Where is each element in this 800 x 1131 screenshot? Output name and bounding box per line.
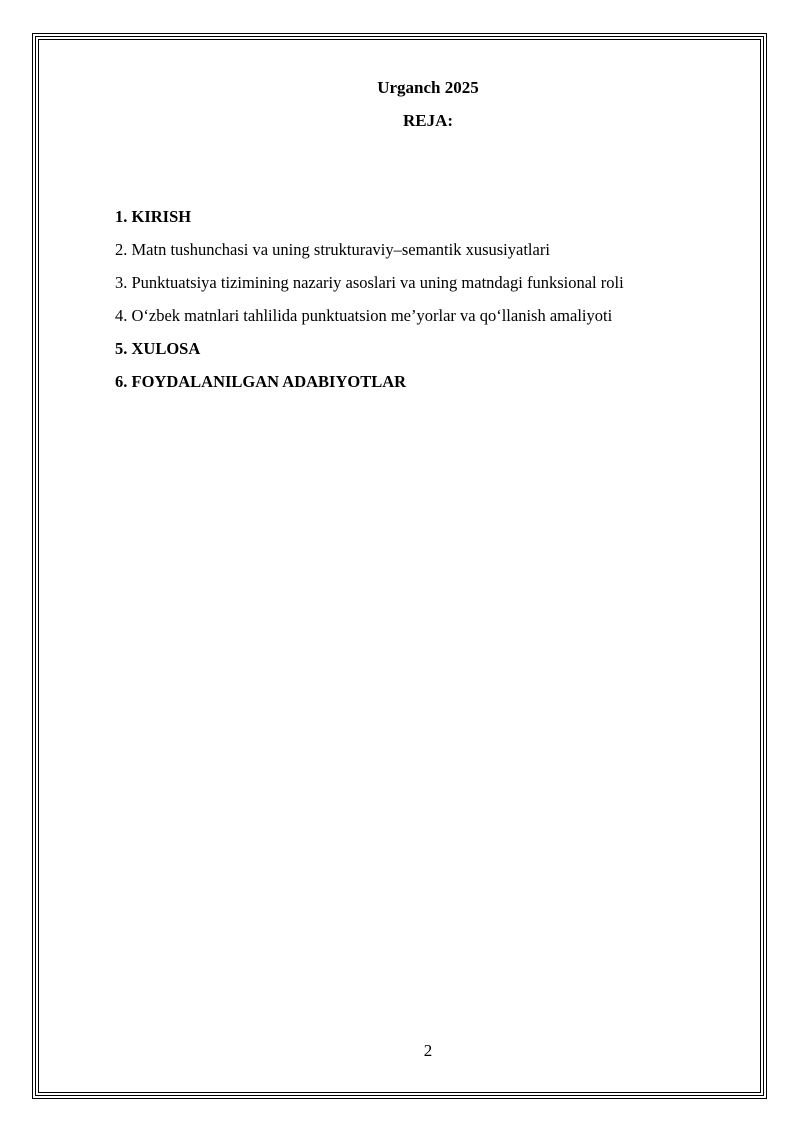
page-border: [32, 33, 767, 1099]
toc-item-uzbek-text-analysis: 4. O‘zbek matnlari tahlilida punktuatsion me’yorlar va qo‘llanish amaliyoti: [115, 306, 613, 325]
plan-title: REJA:: [402, 111, 454, 130]
toc-item-text-concept: 2. Matn tushunchasi va uning strukturaviy–semantik xususiyatlari: [115, 240, 550, 259]
table-of-contents: [115, 207, 624, 405]
page-number: 2: [423, 1041, 433, 1060]
toc-item-references: 6. FOYDALANILGAN ADABIYOTLAR: [115, 372, 407, 391]
city-year-heading: Urganch 2025: [377, 78, 479, 97]
toc-item-punctuation-theory: 3. Punktuatsiya tizimining nazariy asoslari va uning matndagi funksional roli: [115, 273, 624, 292]
toc-item-introduction: 1. KIRISH: [115, 207, 192, 226]
toc-item-conclusion: 5. XULOSA: [115, 339, 201, 358]
